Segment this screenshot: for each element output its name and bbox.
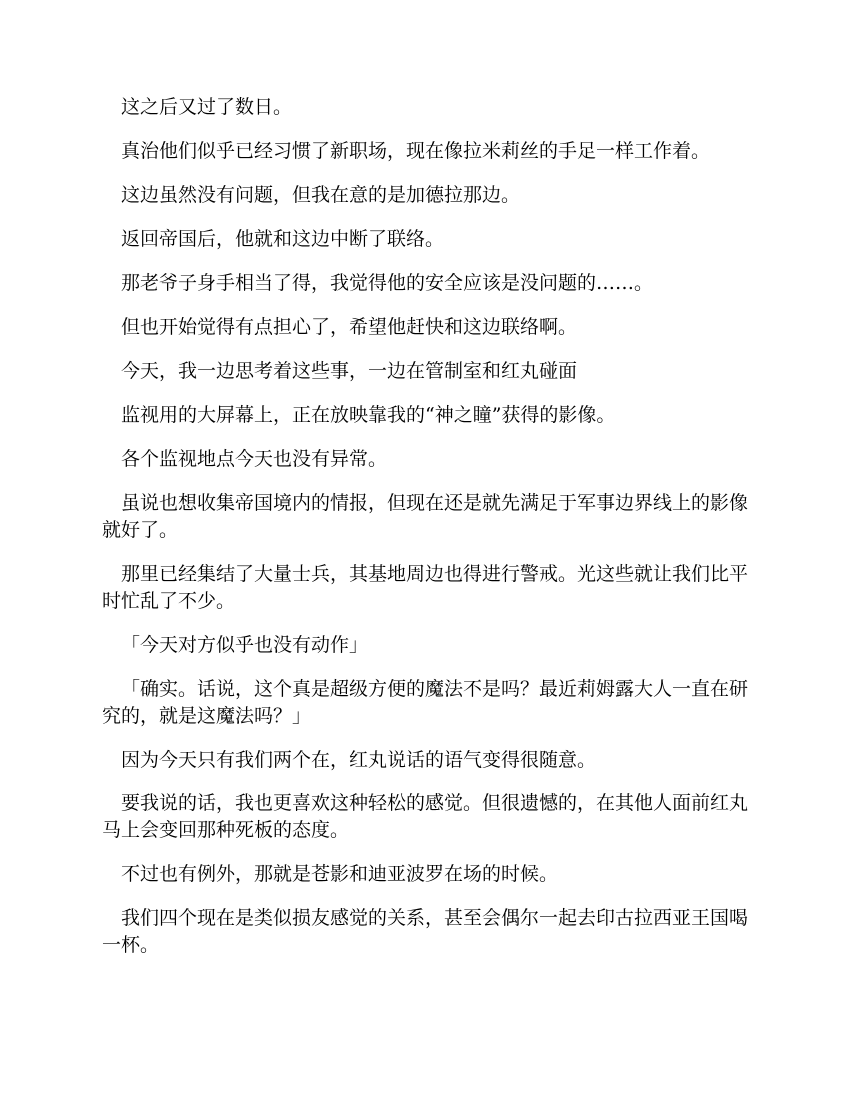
paragraph: 要我说的话，我也更喜欢这种轻松的感觉。但很遗憾的，在其他人面前红丸马上会变回那种死板的态度。 [102,792,749,842]
paragraph: 这之后又过了数日。 [121,96,293,118]
paragraph: 我们四个现在是类似损友感觉的关系，甚至会偶尔一起去印古拉西亚王国喝一杯。 [102,907,749,957]
paragraph: 监视用的大屏幕上，正在放映靠我的“神之瞳”获得的影像。 [121,403,616,426]
paragraph: 真治他们似乎已经习惯了新职场，现在像拉米莉丝的手足一样工作着。 [121,139,711,162]
dialogue-paragraph: 「今天对方似乎也没有动作」 [121,633,369,656]
paragraph: 但也开始觉得有点担心了，希望他赶快和这边联络啊。 [121,315,578,338]
paragraph: 今天，我一边思考着这些事，一边在管制室和红丸碰面 [121,359,578,382]
paragraph: 返回帝国后，他就和这边中断了联络。 [121,227,445,250]
paragraph: 各个监视地点今天也没有异常。 [121,447,388,470]
paragraph: 那老爷子身手相当了得，我觉得他的安全应该是没问题的……。 [121,271,654,294]
paragraph: 这边虽然没有问题，但我在意的是加德拉那边。 [121,183,521,206]
paragraph: 虽说也想收集帝国境内的情报，但现在还是就先满足于军事边界线上的影像就好了。 [102,491,749,541]
paragraph: 不过也有例外，那就是苍影和迪亚波罗在场的时候。 [121,863,559,886]
paragraph: 那里已经集结了大量士兵，其基地周边也得进行警戒。光这些就让我们比平时忙乱了不少。 [102,562,749,612]
dialogue-paragraph: 「确实。话说，这个真是超级方便的魔法不是吗？最近莉姆露大人一直在研究的，就是这魔法吗？」 [102,677,749,727]
paragraph: 因为今天只有我们两个在，红丸说话的语气变得很随意。 [121,748,597,771]
